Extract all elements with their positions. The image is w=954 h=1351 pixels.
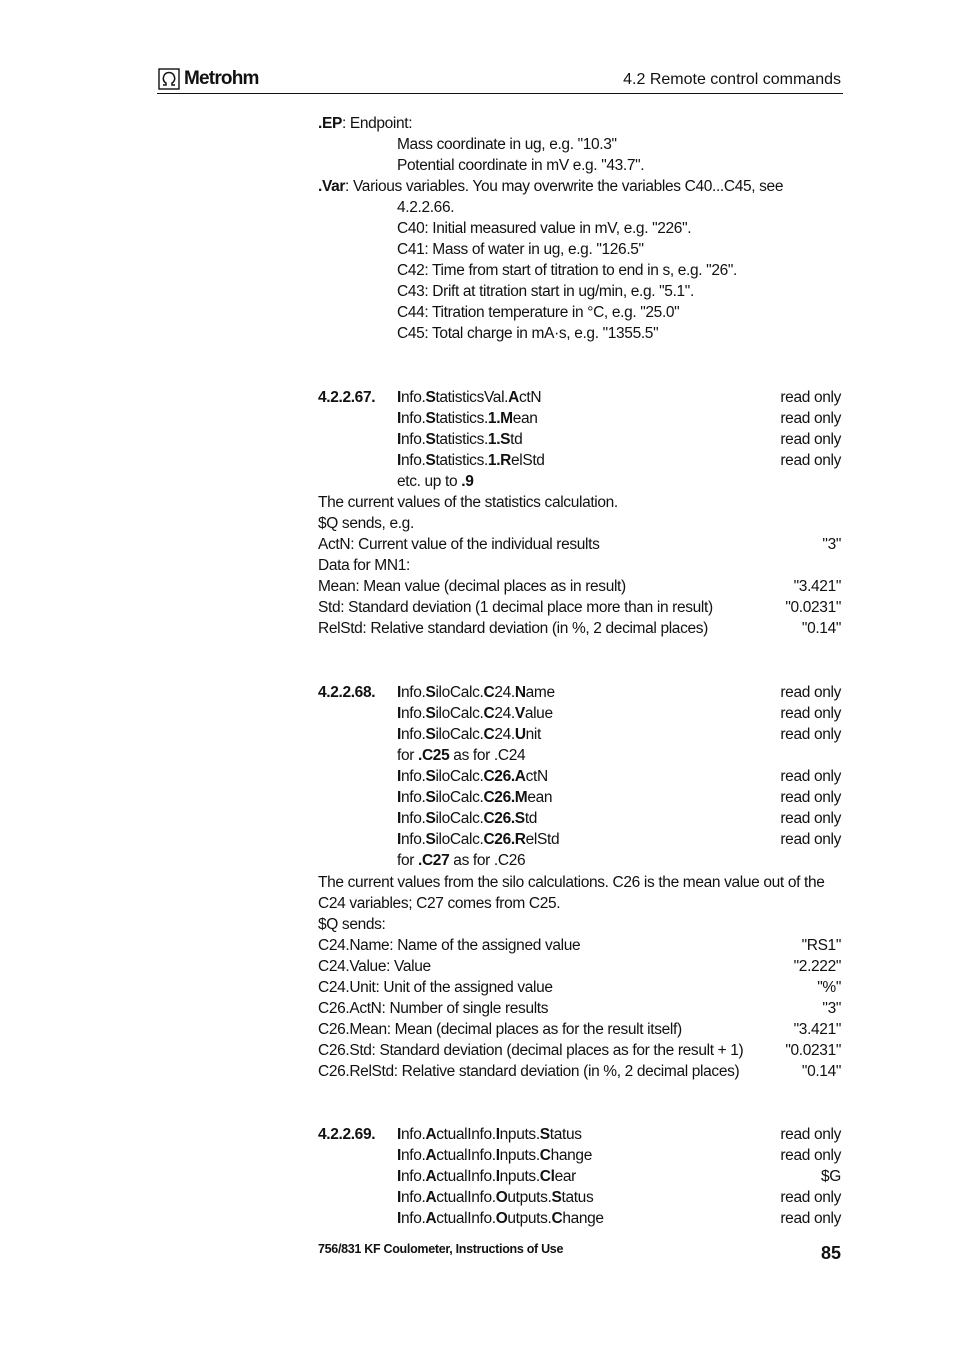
command-name [397, 472, 473, 492]
command-part: nputs. [499, 1126, 540, 1143]
value-label: Data for MN1: [318, 557, 410, 574]
command-part-bold: I [495, 1126, 500, 1143]
example-value: "3" [822, 1000, 841, 1017]
access-mode: read only [780, 410, 841, 427]
var-line [318, 177, 783, 197]
command-name [397, 746, 525, 766]
page-number: 85 [820, 1243, 841, 1263]
command-part-bold: S [425, 705, 436, 722]
access-mode: read only [780, 768, 841, 785]
command-part-bold: S [425, 684, 436, 701]
command-part: nputs. [499, 1168, 540, 1185]
value-label: C26.ActN: Number of single results [318, 1000, 549, 1017]
value-label: C26.Mean: Mean (decimal places as for the result itself) [318, 1021, 682, 1038]
command-part: as for .C24 [449, 747, 526, 764]
brand-name: Metrohm [184, 68, 259, 89]
section-description: The current values from the silo calculations. C26 is the mean value out of the [318, 874, 825, 891]
ep-text: : Endpoint: [341, 115, 413, 132]
command-part: nfo. [400, 810, 426, 827]
command-part-bold: 1.R [487, 452, 511, 469]
command-part-bold: I [397, 452, 401, 469]
access-mode: read only [780, 684, 841, 701]
command-part-bold: I [397, 431, 401, 448]
section-description: The current values of the statistics calculation. [318, 494, 618, 511]
command-part: nfo. [400, 1210, 426, 1227]
section-number: 4.2.2.68. [318, 684, 376, 701]
command-part-bold: O [495, 1210, 508, 1227]
example-value: "%" [817, 979, 841, 996]
command-part: iloCalc. [435, 810, 484, 827]
command-part: utputs. [507, 1210, 552, 1227]
command-name [397, 1167, 576, 1187]
var-detail: C45: Total charge in mA·s, e.g. "1355.5" [397, 325, 659, 342]
command-part-bold: I [397, 684, 401, 701]
example-value: "0.14" [801, 1063, 841, 1080]
command-part: for [397, 852, 418, 869]
value-label: Std: Standard deviation (1 decimal place more than in result) [318, 599, 713, 616]
command-name [397, 1146, 592, 1166]
command-part: ame [525, 684, 555, 701]
command-part-bold: I [495, 1168, 500, 1185]
command-name [397, 388, 541, 408]
section-description: $Q sends, e.g. [318, 515, 414, 532]
command-part-bold: U [514, 726, 526, 743]
command-part-bold: I [397, 1147, 401, 1164]
command-part: tatus [561, 1189, 594, 1206]
command-part: iloCalc. [435, 726, 484, 743]
command-part-bold: I [397, 1210, 401, 1227]
example-value: "0.0231" [785, 1042, 841, 1059]
command-name [397, 430, 522, 450]
document-title: 756/831 KF Coulometer, Instructions of Use [318, 1242, 564, 1256]
command-part: ean [512, 410, 538, 427]
value-label: ActN: Current value of the individual results [318, 536, 600, 553]
command-part: ctualInfo. [436, 1126, 496, 1143]
command-part: iloCalc. [435, 684, 484, 701]
command-part-bold: C26.S [483, 810, 525, 827]
command-part: as for .C26 [449, 852, 526, 869]
section-title: 4.2 Remote control commands [623, 71, 841, 88]
command-part: alue [524, 705, 553, 722]
example-value: "3.421" [793, 578, 841, 595]
example-value: "2.222" [793, 958, 841, 975]
ep-detail: Potential coordinate in mV e.g. "43.7". [397, 157, 645, 174]
command-part-bold: Cl [539, 1168, 555, 1185]
command-part: nfo. [400, 726, 426, 743]
command-part-bold: I [397, 789, 401, 806]
command-part: hange [562, 1210, 604, 1227]
command-part-bold: I [397, 1168, 401, 1185]
command-name [397, 1125, 582, 1145]
command-part: tatistics. [435, 410, 488, 427]
command-part-bold: C [483, 684, 495, 701]
command-part: ctualInfo. [436, 1189, 496, 1206]
command-part-bold: A [425, 1210, 437, 1227]
command-part: nfo. [400, 1147, 426, 1164]
command-part-bold: A [425, 1168, 437, 1185]
access-mode: read only [780, 831, 841, 848]
command-part-bold: S [425, 389, 436, 406]
command-part-bold: I [397, 831, 401, 848]
command-part-bold: C [551, 1210, 563, 1227]
command-part: elStd [511, 452, 545, 469]
command-part-bold: I [397, 726, 401, 743]
command-part: nit [525, 726, 541, 743]
command-part-bold: A [425, 1189, 437, 1206]
value-label: C26.RelStd: Relative standard deviation (in %, 2 decimal places) [318, 1063, 740, 1080]
ep-label: .EP [318, 115, 342, 132]
command-name [397, 704, 553, 724]
command-part-bold: I [397, 810, 401, 827]
command-part-bold: C26.A [483, 768, 526, 785]
command-part: td [524, 810, 538, 827]
var-detail: C43: Drift at titration start in ug/min, e.g. "5.1". [397, 283, 694, 300]
access-mode: read only [780, 789, 841, 806]
command-part: nfo. [400, 684, 426, 701]
command-part: iloCalc. [435, 789, 484, 806]
section-number: 4.2.2.67. [318, 389, 376, 406]
var-detail: C40: Initial measured value in mV, e.g. "226". [397, 220, 692, 237]
omega-icon [158, 68, 180, 90]
ep-line [318, 114, 412, 134]
command-part-bold: S [539, 1126, 550, 1143]
command-name [397, 851, 525, 871]
command-part-bold: C [483, 726, 495, 743]
command-part: hange [550, 1147, 592, 1164]
command-part: tatus [549, 1126, 582, 1143]
command-name [397, 683, 555, 703]
command-part-bold: O [495, 1189, 508, 1206]
command-part-bold: C [483, 705, 495, 722]
command-name [397, 1188, 593, 1208]
access-mode: read only [780, 1147, 841, 1164]
command-part-bold: I [397, 389, 401, 406]
command-part-bold: S [425, 431, 436, 448]
metrohm-logo [158, 67, 259, 91]
value-label: C26.Std: Standard deviation (decimal places as for the result + 1) [318, 1042, 744, 1059]
command-part-bold: C26.R [483, 831, 526, 848]
command-part: tatisticsVal. [435, 389, 509, 406]
command-part: ear [554, 1168, 576, 1185]
command-part-bold: S [425, 810, 436, 827]
section-description: C24 variables; C27 comes from C25. [318, 895, 561, 912]
command-part-bold: A [508, 389, 519, 406]
command-part-bold: S [425, 768, 436, 785]
command-part: nfo. [400, 410, 426, 427]
command-part-bold: I [495, 1147, 500, 1164]
value-label: C24.Name: Name of the assigned value [318, 937, 581, 954]
command-part: nfo. [400, 431, 426, 448]
command-part: nfo. [400, 452, 426, 469]
section-number: 4.2.2.69. [318, 1126, 376, 1143]
var-label: .Var [318, 178, 346, 195]
command-part: nfo. [400, 768, 426, 785]
command-part-bold: C26.M [483, 789, 528, 806]
access-mode: read only [780, 1126, 841, 1143]
command-name [397, 1209, 604, 1229]
access-mode: read only [780, 1210, 841, 1227]
command-part: nfo. [400, 1126, 426, 1143]
example-value: "3.421" [793, 1021, 841, 1038]
command-part: ctualInfo. [436, 1210, 496, 1227]
var-detail: 4.2.2.66. [397, 199, 455, 216]
command-name [397, 830, 559, 850]
command-part-bold: S [425, 789, 436, 806]
command-name [397, 809, 537, 829]
command-part: nfo. [400, 389, 426, 406]
var-text: : Various variables. You may overwrite the variables C40...C45, see [345, 178, 784, 195]
command-part-bold: C [539, 1147, 551, 1164]
command-part-bold: I [397, 1126, 401, 1143]
command-part-bold: S [425, 452, 436, 469]
value-label: C24.Value: Value [318, 958, 431, 975]
example-value: "0.0231" [785, 599, 841, 616]
command-part: nfo. [400, 789, 426, 806]
command-part: ctualInfo. [436, 1147, 496, 1164]
command-part-bold: I [397, 1189, 401, 1206]
command-part: utputs. [507, 1189, 552, 1206]
command-part: nfo. [400, 705, 426, 722]
section-description: $Q sends: [318, 916, 386, 933]
var-detail: C41: Mass of water in ug, e.g. "126.5" [397, 241, 644, 258]
command-part: for [397, 747, 418, 764]
command-part-bold: .9 [461, 473, 474, 490]
example-value: "0.14" [801, 620, 841, 637]
command-part-bold: 1.M [487, 410, 513, 427]
command-part-bold: I [397, 768, 401, 785]
access-mode: read only [780, 726, 841, 743]
command-part: tatistics. [435, 431, 488, 448]
ep-detail: Mass coordinate in ug, e.g. "10.3" [397, 136, 617, 153]
command-part: 24. [494, 705, 515, 722]
command-part-bold: .C25 [418, 747, 450, 764]
command-part: nputs. [499, 1147, 540, 1164]
command-name [397, 451, 545, 471]
command-part-bold: V [514, 705, 525, 722]
example-value: "3" [822, 536, 841, 553]
command-part: iloCalc. [435, 768, 484, 785]
command-part: 24. [494, 684, 515, 701]
command-part-bold: S [425, 831, 436, 848]
var-detail: C44: Titration temperature in °C, e.g. "25.0" [397, 304, 680, 321]
command-part: td [510, 431, 523, 448]
command-part-bold: I [397, 410, 401, 427]
command-part: tatistics. [435, 452, 488, 469]
value-label: Mean: Mean value (decimal places as in result) [318, 578, 626, 595]
command-part: ctN [525, 768, 548, 785]
command-part: nfo. [400, 831, 426, 848]
command-part-bold: A [425, 1147, 437, 1164]
command-part-bold: A [425, 1126, 437, 1143]
command-part: elStd [525, 831, 560, 848]
command-part-bold: I [397, 705, 401, 722]
command-part-bold: S [425, 410, 436, 427]
command-part: nfo. [400, 1189, 426, 1206]
access-mode: $G [821, 1168, 841, 1185]
command-part-bold: 1.S [487, 431, 511, 448]
command-name [397, 725, 541, 745]
header-rule [157, 93, 843, 94]
command-part: iloCalc. [435, 831, 484, 848]
access-mode: read only [780, 431, 841, 448]
access-mode: read only [780, 1189, 841, 1206]
access-mode: read only [780, 810, 841, 827]
value-label: C24.Unit: Unit of the assigned value [318, 979, 553, 996]
command-part-bold: S [425, 726, 436, 743]
example-value: "RS1" [801, 937, 841, 954]
command-part: 24. [494, 726, 515, 743]
command-part-bold: S [551, 1189, 562, 1206]
access-mode: read only [780, 705, 841, 722]
access-mode: read only [780, 452, 841, 469]
command-name [397, 767, 548, 787]
value-label: RelStd: Relative standard deviation (in %, 2 decimal places) [318, 620, 708, 637]
command-part: iloCalc. [435, 705, 484, 722]
command-part: ctualInfo. [436, 1168, 496, 1185]
command-part: ctN [518, 389, 542, 406]
command-part-bold: .C27 [418, 852, 450, 869]
command-part-bold: N [514, 684, 526, 701]
var-detail: C42: Time from start of titration to end in s, e.g. "26". [397, 262, 737, 279]
command-part: nfo. [400, 1168, 426, 1185]
command-name [397, 788, 552, 808]
command-name [397, 409, 538, 429]
command-part: etc. up to [397, 473, 462, 490]
access-mode: read only [780, 389, 841, 406]
command-part: ean [527, 789, 553, 806]
